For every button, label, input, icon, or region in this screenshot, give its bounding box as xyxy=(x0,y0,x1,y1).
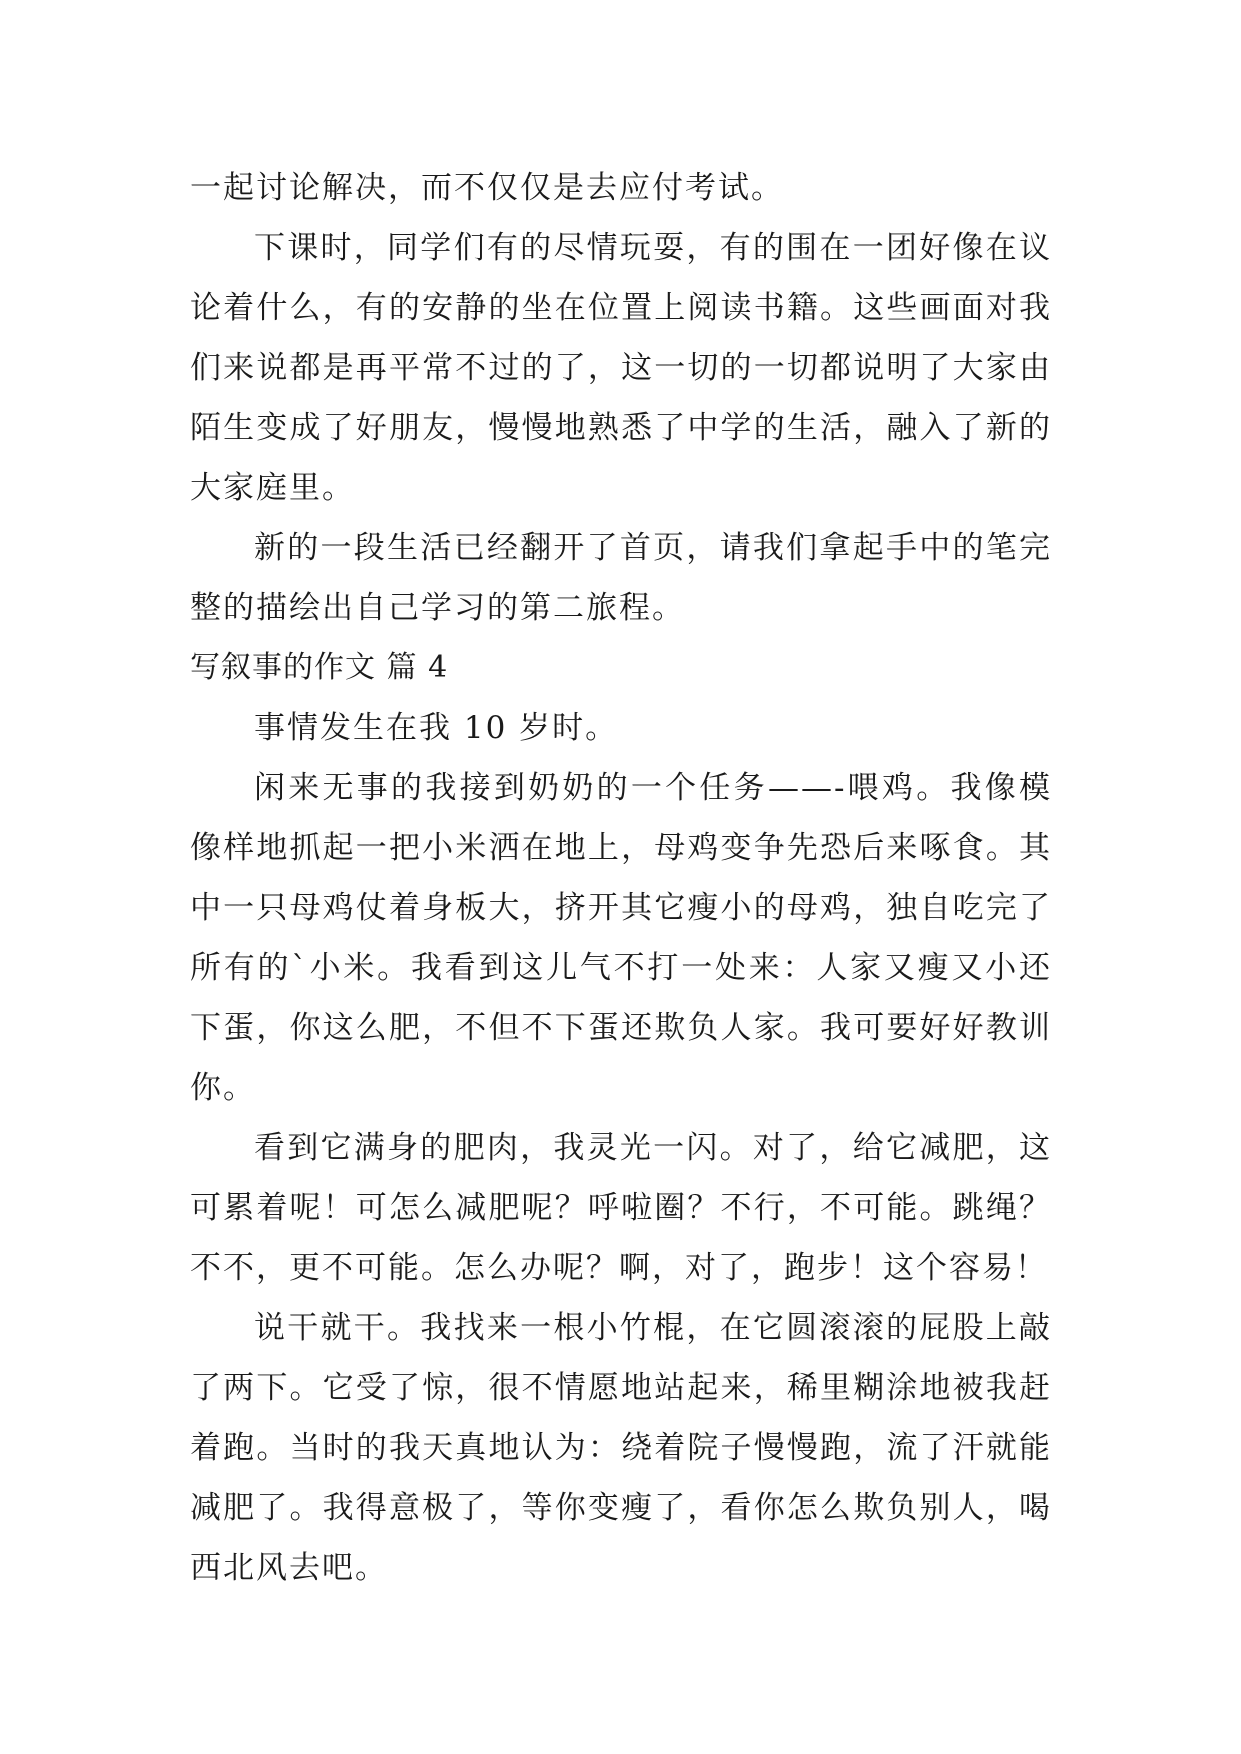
paragraph-age-ten: 事情发生在我 10 岁时。 xyxy=(254,710,619,746)
paragraph-feeding-chickens: 闲来无事的我接到奶奶的一个任务——-喂鸡。我像模像样地抓起一把小米洒在地上，母鸡变争先恐后来啄食。其中一只母鸡仗着身板大，挤开其它瘦小的母鸡，独自吃完了所有的`小米。我看到这儿气不打一处来：人家又瘦又小还下蛋，你这么肥，不但不下蛋还欺负人家。我可要好好教训你。 xyxy=(190,770,1052,1106)
document-body xyxy=(190,158,1052,1598)
paragraph-recess: 下课时，同学们有的尽情玩耍，有的围在一团好像在议论着什么，有的安静的坐在位置上阅读书籍。这些画面对我们来说都是再平常不过的了，这一切的一切都说明了大家由陌生变成了好朋友，慢慢地熟悉了中学的生活，融入了新的大家庭里。 xyxy=(190,230,1052,506)
paragraph-new-life: 新的一段生活已经翻开了首页，请我们拿起手中的笔完整的描绘出自己学习的第二旅程。 xyxy=(190,530,1052,626)
paragraph-running: 说干就干。我找来一根小竹棍，在它圆滚滚的屁股上敲了两下。它受了惊，很不情愿地站起来，稀里糊涂地被我赶着跑。当时的我天真地认为：绕着院子慢慢跑，流了汗就能减肥了。我得意极了，等你变瘦了，看你怎么欺负别人，喝西北风去吧。 xyxy=(190,1310,1052,1586)
paragraph-diet-idea: 看到它满身的肥肉，我灵光一闪。对了，给它减肥，这可累着呢！可怎么减肥呢？呼啦圈？不行，不可能。跳绳？不不，更不可能。怎么办呢？啊，对了，跑步！这个容易！ xyxy=(190,1130,1052,1286)
section-heading: 写叙事的作文 篇 4 xyxy=(190,650,449,685)
intro-fragment: 一起讨论解决，而不仅仅是去应付考试。 xyxy=(190,170,784,206)
